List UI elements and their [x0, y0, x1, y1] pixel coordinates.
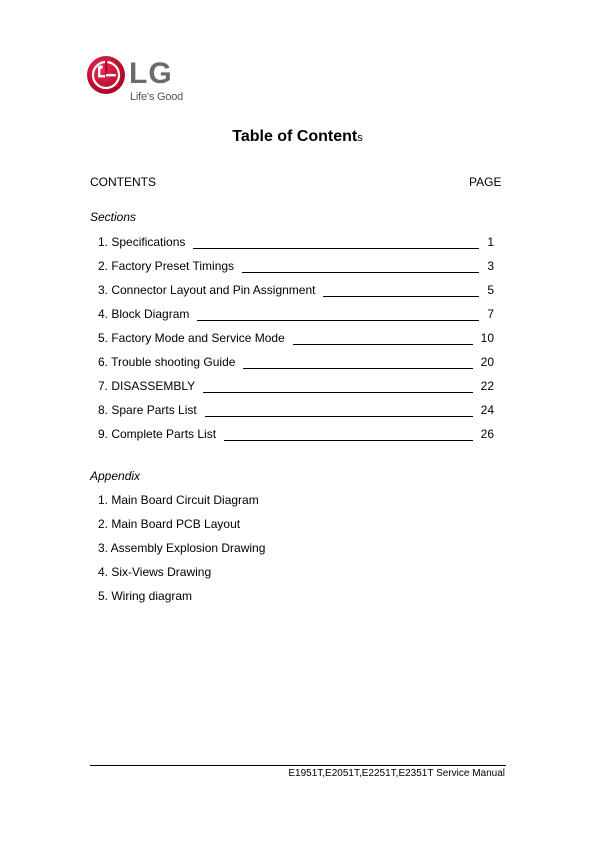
page-title-suffix: s	[357, 132, 363, 144]
lg-tagline: Life's Good	[130, 91, 184, 103]
appendix-heading: Appendix	[90, 469, 141, 483]
toc-row-page: 22	[480, 379, 494, 393]
toc-leader-line	[203, 392, 472, 393]
toc-leader-line	[205, 416, 473, 417]
toc-row-label: 7. DISASSEMBLY	[98, 379, 196, 393]
page-header: PAGE	[469, 175, 502, 189]
toc-row[interactable]	[98, 427, 494, 443]
contents-header: CONTENTS	[90, 175, 156, 189]
appendix-item[interactable]: 3. Assembly Explosion Drawing	[98, 541, 266, 555]
page-title	[0, 128, 595, 146]
toc-row[interactable]	[98, 355, 494, 371]
lg-wordmark: LG	[129, 57, 173, 90]
toc-row-page: 5	[487, 283, 494, 297]
appendix-item[interactable]: 2. Main Board PCB Layout	[98, 517, 241, 531]
toc-leader-line	[293, 344, 473, 345]
toc-row-page: 7	[487, 307, 494, 321]
appendix-item[interactable]: 5. Wiring diagram	[98, 589, 193, 603]
toc-row-page: 1	[487, 235, 494, 249]
toc-row-page: 24	[480, 403, 494, 417]
toc-leader-line	[193, 248, 479, 249]
toc-row-label: 9. Complete Parts List	[98, 427, 217, 441]
footer-divider	[90, 765, 506, 766]
toc-row-label: 3. Connector Layout and Pin Assignment	[98, 283, 316, 297]
toc-row-page: 3	[487, 259, 494, 273]
toc-row-label: 5. Factory Mode and Service Mode	[98, 331, 285, 345]
lg-face-icon	[86, 55, 126, 95]
toc-row[interactable]	[98, 307, 494, 323]
lg-logo	[86, 55, 196, 107]
footer-text: E1951T,E2051T,E2251T,E2351T Service Manual	[288, 768, 505, 779]
toc-row-label: 4. Block Diagram	[98, 307, 190, 321]
appendix-item[interactable]: 4. Six-Views Drawing	[98, 565, 212, 579]
toc-leader-line	[323, 296, 479, 297]
toc-leader-line	[242, 272, 479, 273]
appendix-item[interactable]: 1. Main Board Circuit Diagram	[98, 493, 259, 507]
toc-leader-line	[197, 320, 479, 321]
toc-leader-line	[224, 440, 473, 441]
toc-row-label: 1. Specifications	[98, 235, 186, 249]
toc-row[interactable]	[98, 379, 494, 395]
toc-row[interactable]	[98, 331, 494, 347]
sections-heading: Sections	[90, 210, 137, 224]
toc-row-page: 20	[480, 355, 494, 369]
toc-row-page: 10	[480, 331, 494, 345]
toc-row-label: 8. Spare Parts List	[98, 403, 197, 417]
toc-row[interactable]	[98, 403, 494, 419]
toc-row-label: 6. Trouble shooting Guide	[98, 355, 236, 369]
page-title-main: Table of Content	[232, 128, 358, 145]
toc-row-page: 26	[480, 427, 494, 441]
toc-row-label: 2. Factory Preset Timings	[98, 259, 235, 273]
toc-row[interactable]	[98, 259, 494, 275]
toc-leader-line	[243, 368, 472, 369]
toc-row[interactable]	[98, 283, 494, 299]
toc-row[interactable]	[98, 235, 494, 251]
